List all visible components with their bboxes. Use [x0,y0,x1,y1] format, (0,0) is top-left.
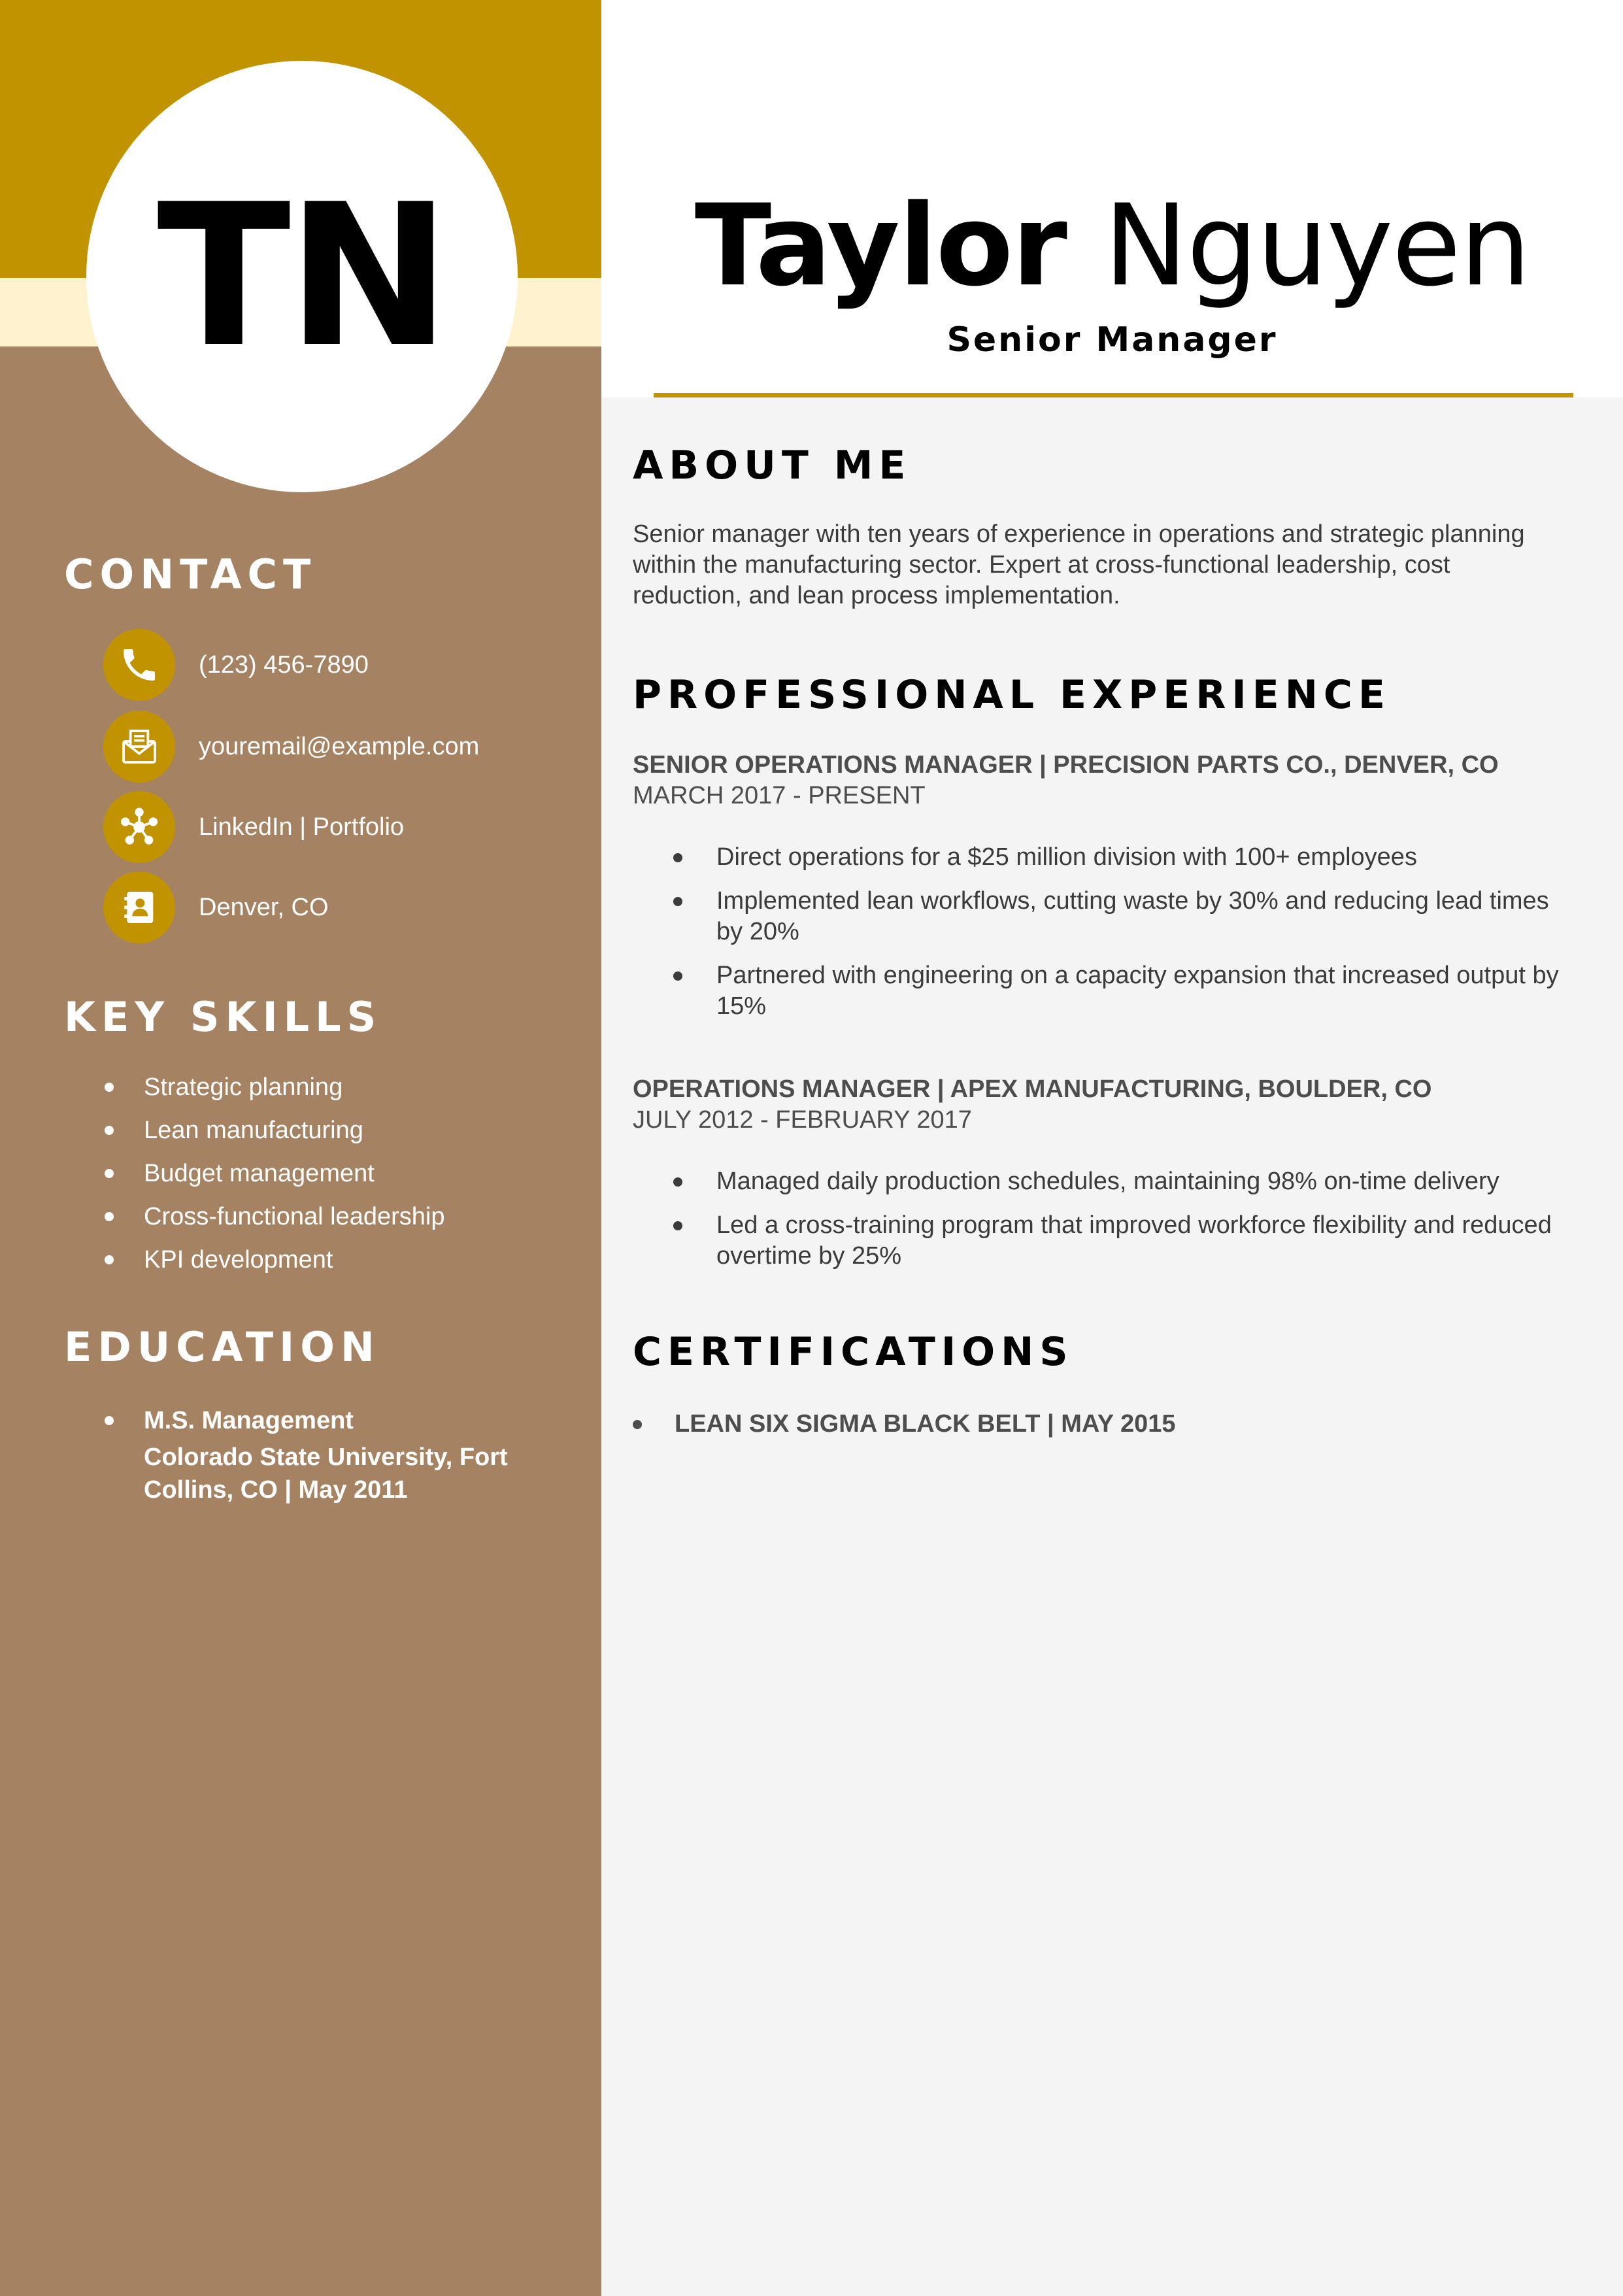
education-item [105,1404,510,1506]
education-school: Colorado State University, Fort Collins, CO | May 2011 [144,1443,508,1504]
header-divider [654,393,1573,397]
initials-badge [86,61,518,492]
address-book-icon [103,871,175,943]
contact-email[interactable] [103,711,479,783]
contact-links[interactable] [103,791,404,863]
skill-item: KPI development [105,1238,444,1281]
first-name: Taylor [694,180,1066,311]
job-bullets [673,1166,1569,1285]
skill-item: Cross-functional leadership [105,1195,444,1238]
skill-item: Budget management [105,1152,444,1195]
certifications-heading: CERTIFICATIONS [633,1329,1074,1375]
contact-location-text: Denver, CO [199,893,329,921]
header [601,0,1623,397]
certifications-list [633,1409,1176,1440]
job-title: Senior Manager [946,320,1278,360]
job-dates: MARCH 2017 - PRESENT [633,782,926,809]
initials-text: TN [157,162,447,390]
skill-item: Strategic planning [105,1066,444,1109]
full-name [601,180,1623,311]
contact-phone-text: (123) 456-7890 [199,650,369,679]
skills-list [105,1066,444,1281]
job-bullet: Managed daily production schedules, maintaining 98% on-time delivery [673,1166,1569,1197]
skill-item: Lean manufacturing [105,1109,444,1152]
certification-item: LEAN SIX SIGMA BLACK BELT | MAY 2015 [633,1409,1176,1440]
education-degree: M.S. Management [144,1407,354,1434]
job-bullet: Partnered with engineering on a capacity expansion that increased output by 15% [673,960,1569,1022]
job-dates: JULY 2012 - FEBRUARY 2017 [633,1106,972,1134]
job-title-line: OPERATIONS MANAGER | APEX MANUFACTURING, BOULDER, CO [633,1075,1432,1103]
contact-email-text: youremail@example.com [199,732,480,760]
job-bullet: Led a cross-training program that improved workforce flexibility and reduced overtime by 25% [673,1210,1569,1272]
education-list [105,1404,510,1506]
skills-heading: KEY SKILLS [64,993,382,1041]
job-bullets [673,842,1569,1035]
contact-links-text: LinkedIn | Portfolio [199,813,405,841]
email-icon [103,711,175,783]
contact-location[interactable] [103,871,329,943]
experience-heading: PROFESSIONAL EXPERIENCE [633,672,1391,718]
network-icon [103,791,175,863]
phone-icon [103,629,175,701]
education-heading: EDUCATION [64,1323,380,1371]
contact-heading: CONTACT [64,550,317,598]
last-name: Nguyen [1103,180,1530,311]
contact-phone[interactable] [103,629,369,701]
job-bullet: Direct operations for a $25 million division with 100+ employees [673,842,1569,873]
about-heading: ABOUT ME [633,443,912,488]
job-bullet: Implemented lean workflows, cutting waste by 30% and reducing lead times by 20% [673,886,1569,947]
job-title-line: SENIOR OPERATIONS MANAGER | PRECISION PARTS CO., DENVER, CO [633,751,1499,779]
about-text: Senior manager with ten years of experience in operations and strategic planning within the manufacturing sector. Expert at cross-functional leadership, cost reduction, and lean process implementation. [633,520,1525,609]
